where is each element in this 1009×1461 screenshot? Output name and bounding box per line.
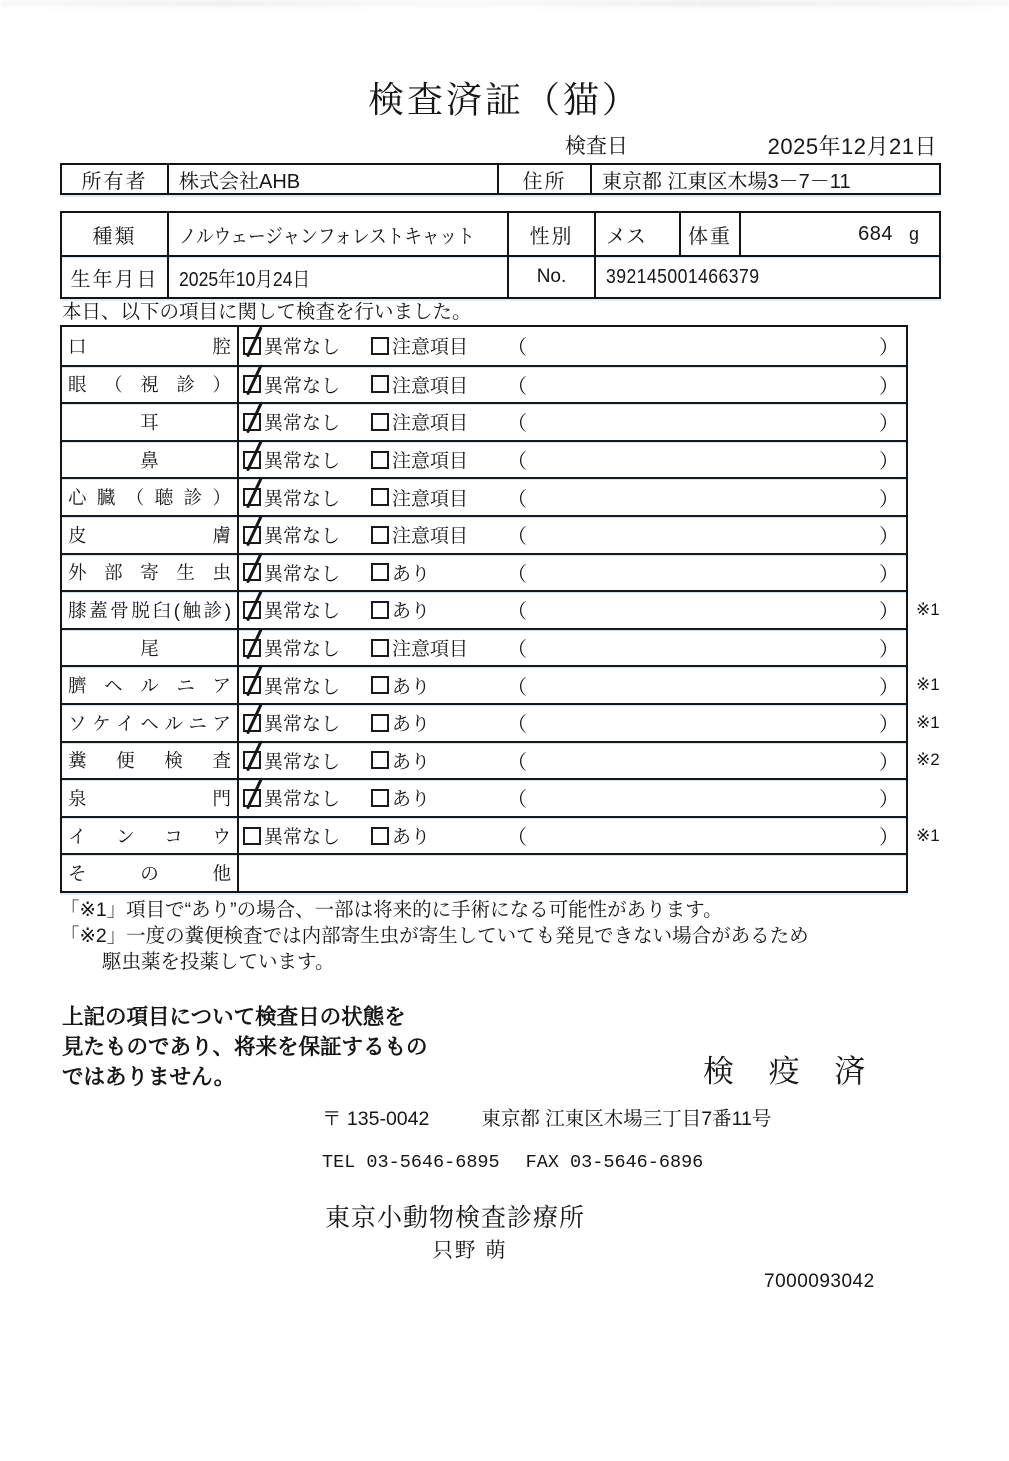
checkbox-no-abnormality-label: 異常なし [264, 451, 341, 473]
footnote-mark: ※1 [916, 825, 940, 845]
document-serial-number: 7000093042 [764, 1271, 875, 1292]
remark-paren-close: ） [879, 827, 899, 850]
check-mark-icon [246, 628, 262, 659]
checklist-row [62, 477, 906, 515]
checkbox-flagged [371, 639, 389, 657]
checklist-row-content [239, 705, 906, 741]
clinic-contact-line [322, 1152, 703, 1173]
weight-value: 684 [858, 222, 893, 245]
remark-paren-open: （ [507, 676, 527, 699]
checklist-row-content [239, 780, 906, 816]
birth-value: 2025年10月24日 [179, 268, 311, 291]
address-value: 東京都 江東区木場3－7－11 [590, 165, 939, 193]
checkbox-flagged [371, 375, 389, 393]
checkbox-no-abnormality [243, 337, 261, 355]
checkbox-flagged [371, 337, 389, 355]
checkbox-no-abnormality [243, 526, 261, 544]
remark-paren-open: （ [507, 827, 527, 850]
checkbox-no-abnormality-label: 異常なし [264, 751, 341, 773]
scan-artifact [0, 0, 1009, 7]
checkbox-no-abnormality [243, 563, 261, 581]
item-label: 心 臓 （ 聴 診 ） [68, 487, 231, 509]
checkbox-flagged [371, 714, 389, 732]
checkbox-no-abnormality-label: 異常なし [264, 563, 341, 585]
remark-paren-close: ） [879, 413, 899, 436]
disclaimer-line-1: 上記の項目について検査日の状態を [62, 1005, 406, 1029]
remark-paren-open: （ [507, 601, 527, 624]
checkbox-no-abnormality [243, 413, 261, 431]
checkbox-no-abnormality [243, 639, 261, 657]
check-mark-icon [246, 515, 262, 546]
remark-paren-close: ） [879, 789, 899, 812]
checklist-row [62, 665, 940, 703]
checklist-row-content [239, 667, 906, 703]
birth-label: 生年月日 [70, 268, 159, 291]
breed-value: ノルウェージャンフォレストキャット [179, 225, 475, 248]
disclaimer-line-3: ではありません。 [62, 1065, 236, 1089]
clinic-tel: TEL 03-5646-6895 [322, 1152, 500, 1173]
page-title: 検査済証（猫） [367, 79, 641, 120]
checklist-row [62, 402, 906, 440]
checklist-row-content [239, 479, 906, 515]
remark-paren-open: （ [507, 526, 527, 549]
check-mark-icon [246, 665, 262, 696]
checkbox-flagged-label: 注意項目 [392, 375, 469, 397]
disclaimer-line-2: 見たものであり、将来を保証するもの [62, 1035, 428, 1059]
checklist-row-content [239, 855, 906, 891]
checklist-row [62, 816, 940, 854]
footnote-mark: ※1 [916, 599, 940, 619]
item-label: ソ ケ イ ヘ ル ニ ア [68, 712, 231, 734]
checkbox-flagged [371, 751, 389, 769]
checklist-row-content [239, 743, 906, 779]
item-label: 尾 [140, 637, 159, 659]
sex-value: メス [594, 213, 679, 255]
checkbox-flagged-label: 注意項目 [392, 451, 469, 473]
checkbox-no-abnormality-label: 異常なし [264, 714, 341, 736]
footnotes [60, 897, 809, 975]
checkbox-no-abnormality-label: 異常なし [264, 375, 341, 397]
checklist-row-content [239, 404, 906, 440]
examination-checklist [60, 325, 940, 893]
checkbox-flagged [371, 601, 389, 619]
checkbox-flagged [371, 827, 389, 845]
item-label: 膝蓋骨脱臼(触診) [68, 599, 231, 621]
checkbox-no-abnormality [243, 451, 261, 469]
checklist-row-content [239, 630, 906, 666]
checklist-row [62, 590, 940, 628]
checklist-row [62, 365, 906, 403]
checkbox-flagged-label: あり [392, 601, 431, 623]
checklist-row [62, 703, 940, 741]
item-label: 臍 ヘ ル ニ ア [68, 675, 231, 697]
weight-label: 体重 [679, 213, 739, 255]
remark-paren-close: ） [879, 375, 899, 398]
owner-table [60, 163, 941, 195]
checkbox-no-abnormality-label: 異常なし [264, 488, 341, 510]
item-label: イ ン コ ウ [68, 825, 231, 847]
checkbox-no-abnormality-label: 異常なし [264, 337, 341, 359]
checkbox-no-abnormality-label: 異常なし [264, 827, 341, 849]
footnote-mark: ※2 [916, 750, 940, 770]
checkbox-no-abnormality [243, 375, 261, 393]
checkbox-no-abnormality [243, 601, 261, 619]
checkbox-no-abnormality [243, 789, 261, 807]
remark-paren-open: （ [507, 751, 527, 774]
remark-paren-open: （ [507, 337, 527, 360]
remark-paren-close: ） [879, 526, 899, 549]
check-mark-icon [246, 703, 262, 734]
checklist-row [62, 628, 906, 666]
clinic-postal-line [322, 1103, 771, 1131]
sex-label: 性別 [507, 213, 594, 255]
clinic-address: 東京都 江東区木場三丁目7番11号 [481, 1108, 772, 1130]
checkbox-no-abnormality-label: 異常なし [264, 676, 341, 698]
checklist-row-content [239, 555, 906, 591]
item-label: 眼 （ 視 診 ） [68, 374, 231, 396]
checkbox-no-abnormality [243, 751, 261, 769]
checklist-row [62, 741, 940, 779]
checkbox-no-abnormality-label: 異常なし [264, 639, 341, 661]
check-mark-icon [246, 741, 262, 772]
clinic-fax: FAX 03-5646-6896 [525, 1152, 704, 1173]
remark-paren-open: （ [507, 714, 527, 737]
check-mark-icon [246, 440, 262, 471]
no-label: No. [507, 257, 594, 297]
checklist-row-content [239, 517, 906, 553]
checkbox-flagged [371, 488, 389, 506]
inspection-date-label: 検査日 [565, 135, 628, 158]
remark-paren-close: ） [879, 751, 899, 774]
address-label: 住所 [497, 165, 590, 193]
checkbox-flagged-label: あり [392, 714, 431, 736]
disclaimer [62, 1002, 428, 1092]
checklist-row-content [239, 367, 906, 403]
check-mark-icon [246, 365, 262, 396]
remark-paren-close: ） [879, 714, 899, 737]
checkbox-flagged-label: あり [392, 827, 431, 849]
quarantine-passed-stamp: 検 疫 済 [703, 1054, 879, 1089]
checkbox-no-abnormality-label: 異常なし [264, 413, 341, 435]
remark-paren-close: ） [879, 563, 899, 586]
footnote-2: 「※2」一度の糞便検査では内部寄生虫が寄生していても発見できない場合があるため [60, 925, 809, 947]
checklist-row [62, 553, 906, 591]
checkbox-flagged-label: あり [392, 789, 431, 811]
check-mark-icon [246, 778, 262, 809]
item-label: そ の 他 [68, 863, 231, 885]
remark-paren-close: ） [879, 337, 899, 360]
checklist-row-content [239, 818, 906, 854]
remark-paren-close: ） [879, 676, 899, 699]
intro-sentence: 本日、以下の項目に関して検査を行いました。 [62, 301, 472, 323]
checklist-row [62, 515, 906, 553]
checkbox-flagged [371, 789, 389, 807]
checkbox-flagged-label: 注意項目 [392, 413, 469, 435]
checkbox-no-abnormality [243, 676, 261, 694]
breed-label: 種類 [92, 225, 137, 248]
footnote-1: 「※1」項目で“あり”の場合、一部は将来的に手術になる可能性があります。 [60, 899, 723, 921]
checklist-row [62, 778, 906, 816]
clinic-name: 東京小動物検査診療所 [325, 1204, 586, 1232]
checklist-row [62, 853, 906, 891]
checkbox-no-abnormality [243, 827, 261, 845]
remark-paren-open: （ [507, 639, 527, 662]
checkbox-flagged [371, 676, 389, 694]
veterinarian-name: 只野 萌 [432, 1239, 508, 1262]
checklist-row [62, 327, 906, 365]
checkbox-flagged-label: 注意項目 [392, 488, 469, 510]
checkbox-flagged-label: 注意項目 [392, 526, 469, 548]
check-mark-icon [246, 477, 262, 508]
checkbox-no-abnormality-label: 異常なし [264, 789, 341, 811]
item-label: 外 部 寄 生 虫 [68, 562, 231, 584]
no-value: 392145001466379 [606, 265, 760, 288]
footnote-mark: ※1 [916, 712, 940, 732]
checkbox-flagged [371, 563, 389, 581]
remark-paren-open: （ [507, 375, 527, 398]
item-label: 鼻 [140, 449, 159, 471]
remark-paren-close: ） [879, 451, 899, 474]
remark-paren-close: ） [879, 488, 899, 511]
footnote-2-cont: 駆虫薬を投薬しています。 [102, 951, 335, 973]
checkbox-no-abnormality [243, 488, 261, 506]
check-mark-icon [246, 553, 262, 584]
item-label: 泉 門 [68, 787, 231, 809]
remark-paren-close: ） [879, 639, 899, 662]
item-label: 皮 膚 [68, 524, 231, 546]
check-mark-icon [246, 326, 262, 357]
owner-value: 株式会社AHB [167, 165, 497, 193]
remark-paren-open: （ [507, 451, 527, 474]
remark-paren-open: （ [507, 488, 527, 511]
checkbox-flagged-label: あり [392, 751, 431, 773]
item-label: 耳 [140, 411, 159, 433]
item-label: 糞 便 検 査 [68, 750, 231, 772]
remark-paren-close: ） [879, 601, 899, 624]
checkbox-flagged-label: あり [392, 563, 431, 585]
remark-paren-open: （ [507, 789, 527, 812]
checklist-row-content [239, 442, 906, 478]
check-mark-icon [246, 590, 262, 621]
checkbox-flagged-label: あり [392, 676, 431, 698]
checkbox-no-abnormality-label: 異常なし [264, 526, 341, 548]
weight-cell [739, 213, 939, 255]
remark-paren-open: （ [507, 413, 527, 436]
remark-paren-open: （ [507, 563, 527, 586]
checkbox-flagged [371, 526, 389, 544]
checkbox-flagged-label: 注意項目 [392, 337, 469, 359]
footnote-mark: ※1 [916, 675, 940, 695]
inspection-date-value: 2025年12月21日 [767, 134, 937, 159]
checkbox-flagged-label: 注意項目 [392, 639, 469, 661]
checkbox-flagged [371, 413, 389, 431]
checkbox-flagged [371, 451, 389, 469]
check-mark-icon [246, 402, 262, 433]
checklist-row-content [239, 327, 906, 365]
checklist-row-content [239, 592, 906, 628]
owner-label: 所有者 [81, 170, 148, 193]
postal-code: 〒 135-0042 [322, 1108, 430, 1130]
weight-unit: g [908, 223, 919, 244]
animal-info-table [60, 211, 941, 299]
checkbox-no-abnormality [243, 714, 261, 732]
checklist-row [62, 440, 906, 478]
item-label: 口 腔 [68, 335, 231, 357]
inspection-date-row [565, 130, 937, 161]
checkbox-no-abnormality-label: 異常なし [264, 601, 341, 623]
